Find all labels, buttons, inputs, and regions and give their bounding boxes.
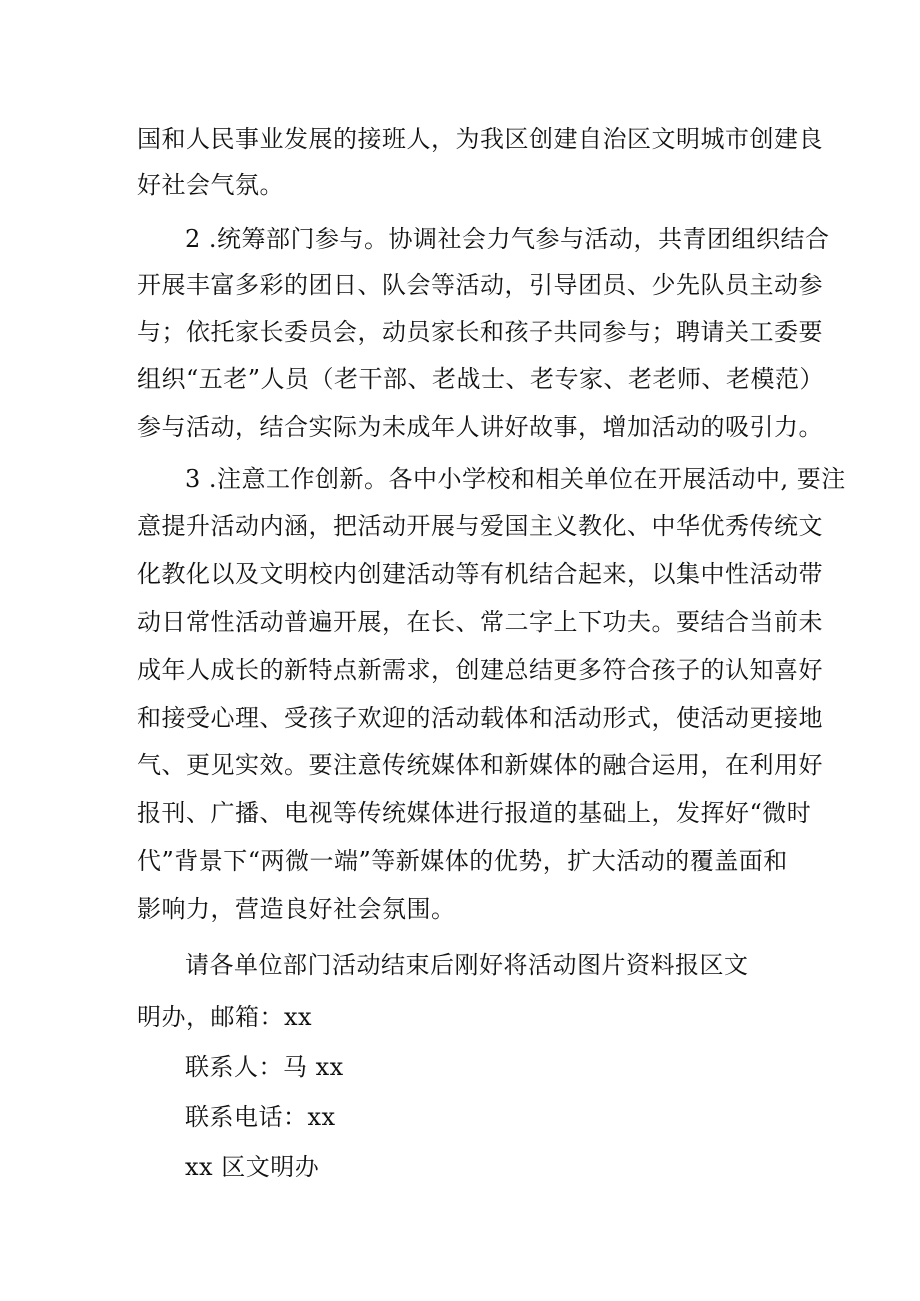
text-line: 开展丰富多彩的团日、队会等活动，引导团员、少先队员主动参 (137, 271, 823, 299)
text-line: 组织“五老”人员（老干部、老战士、老专家、老老师、老模范） (137, 365, 825, 393)
contact-phone-line: 联系电话：xx (185, 1103, 336, 1131)
text-line: 与；依托家长委员会，动员家长和孩子共同参与；聘请关工委要 (137, 318, 823, 346)
text-line: 代”背景下“两微一端”等新媒体的优势，扩大活动的覆盖面和 (137, 847, 788, 875)
text-line: 报刊、广播、电视等传统媒体进行报道的基础上，发挥好“微时 (137, 799, 812, 827)
email-line: 明办，邮箱：xx (137, 1003, 313, 1031)
text-line: 好社会气氛。 (137, 171, 284, 199)
text-line: 气、更见实效。要注意传统媒体和新媒体的融合运用，在利用好 (137, 751, 823, 779)
text-line: 参与活动，结合实际为未成年人讲好故事，增加活动的吸引力。 (137, 413, 823, 441)
text-line: 影响力，营造良好社会氛围。 (137, 895, 456, 923)
text-line: 动日常性活动普遍开展，在长、常二字上下功夫。要结合当前未 (137, 608, 823, 636)
paragraph-2-heading-line: 2 .统筹部门参与。协调社会力气参与活动，共青团组织结合 (185, 225, 830, 253)
text-line: 国和人民事业发展的接班人，为我区创建自治区文明城市创建良 (137, 125, 823, 153)
contact-person-line: 联系人：马 xx (185, 1053, 344, 1081)
issuer-line: xx 区文明办 (185, 1153, 320, 1181)
text-line: 化教化以及文明校内创建活动等有机结合起来，以集中性活动带 (137, 560, 823, 588)
text-line: 和接受心理、受孩子欢迎的活动载体和活动形式，使活动更接地 (137, 704, 823, 732)
text-line: 意提升活动内涵，把活动开展与爱国主义教化、中华优秀传统文 (137, 512, 823, 540)
text-line: 成年人成长的新特点新需求，创建总结更多符合孩子的认知喜好 (137, 656, 823, 684)
closing-note-line: 请各单位部门活动结束后刚好将活动图片资料报区文 (185, 951, 749, 979)
paragraph-3-heading-line: 3 .注意工作创新。各中小学校和相关单位在开展活动中, 要注 (185, 465, 846, 493)
